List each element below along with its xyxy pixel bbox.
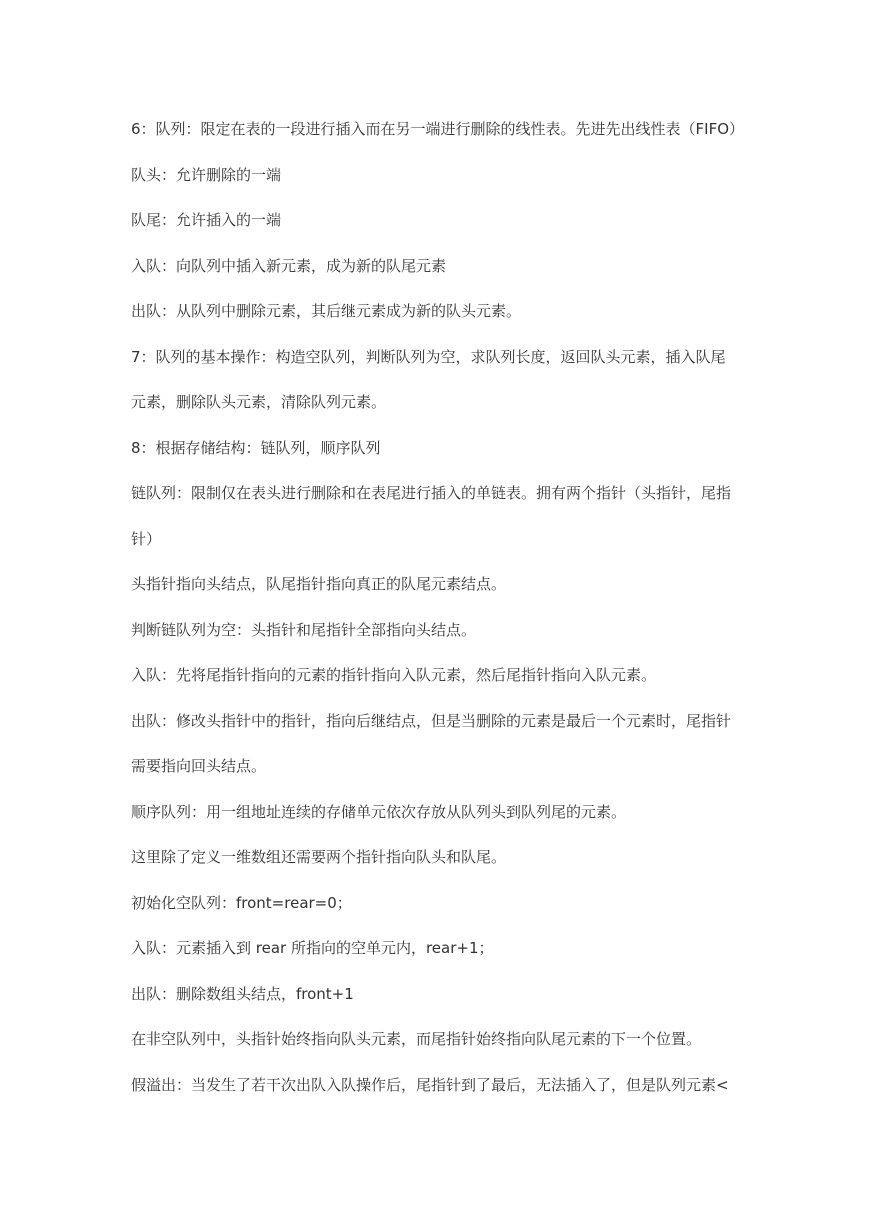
text-line: 初始化空队列：front=rear=0； xyxy=(131,894,352,912)
text-line: 针） xyxy=(131,530,162,548)
text-line: 入队：元素插入到 rear 所指向的空单元内，rear+1； xyxy=(131,939,494,957)
text-line: 这里除了定义一维数组还需要两个指针指向队头和队尾。 xyxy=(131,848,507,866)
text-line: 8：根据存储结构：链队列，顺序队列 xyxy=(131,439,381,457)
text-line: 6：队列：限定在表的一段进行插入而在另一端进行删除的线性表。先进先出线性表（FIFO） xyxy=(131,120,745,138)
text-line: 判断链队列为空：头指针和尾指针全部指向头结点。 xyxy=(131,621,477,639)
text-line: 头指针指向头结点，队尾指针指向真正的队尾元素结点。 xyxy=(131,575,507,593)
text-line: 入队：向队列中插入新元素，成为新的队尾元素 xyxy=(131,257,447,275)
text-line: 链队列：限制仅在表头进行删除和在表尾进行插入的单链表。拥有两个指针（头指针，尾指 xyxy=(131,484,732,502)
text-line: 假溢出：当发生了若干次出队入队操作后，尾指针到了最后，无法插入了，但是队列元素< xyxy=(131,1076,729,1094)
text-line: 元素，删除队头元素，清除队列元素。 xyxy=(131,393,387,411)
text-line: 出队：删除数组头结点，front+1 xyxy=(131,985,354,1003)
text-line: 出队：从队列中删除元素，其后继元素成为新的队头元素。 xyxy=(131,302,522,320)
text-line: 在非空队列中，头指针始终指向队头元素，而尾指针始终指向队尾元素的下一个位置。 xyxy=(131,1030,702,1048)
text-line: 7：队列的基本操作：构造空队列，判断队列为空，求队列长度，返回队头元素，插入队尾 xyxy=(131,348,726,366)
text-line: 队尾：允许插入的一端 xyxy=(131,211,282,229)
text-line: 需要指向回头结点。 xyxy=(131,757,267,775)
text-line: 入队：先将尾指针指向的元素的指针指向入队元素，然后尾指针指向入队元素。 xyxy=(131,666,657,684)
text-line: 出队：修改头指针中的指针，指向后继结点，但是当删除的元素是最后一个元素时，尾指针 xyxy=(131,712,732,730)
text-line: 顺序队列：用一组地址连续的存储单元依次存放从队列头到队列尾的元素。 xyxy=(131,803,627,821)
text-line: 队头：允许删除的一端 xyxy=(131,166,282,184)
